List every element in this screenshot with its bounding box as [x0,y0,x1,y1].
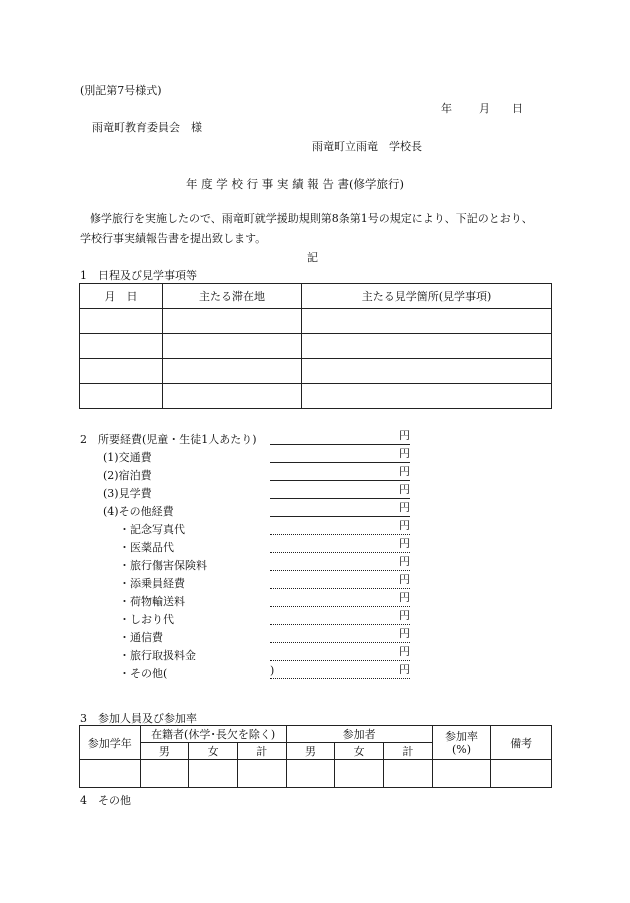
header-enrolled: 在籍者(休学･長欠を除く) [140,726,286,743]
insurance-cost-field[interactable] [270,557,410,571]
photo-cost-field[interactable] [270,521,410,535]
sub-item-medicine: ・医薬品代 [119,541,174,554]
header-notes: 備考 [491,726,552,760]
sub-item-baggage: ・荷物輸送料 [119,595,185,608]
date-month-label: 月 [479,102,490,115]
enrolled-male-cell[interactable] [140,760,189,788]
communication-cost-field[interactable] [270,629,410,643]
schedule-header-visit: 主たる見学箇所(見学事項) [302,284,552,309]
section2-heading: 2 所要経費(児童・生徒1人あたり) [80,433,257,446]
schedule-table [79,283,552,409]
grade-cell[interactable] [80,760,141,788]
participants-total-cell[interactable] [384,760,433,788]
yen-unit: 円 [399,645,410,658]
header-participants-total: 計 [384,743,433,760]
cost-item-visit: (3)見学費 [103,487,152,500]
table-row [80,334,552,359]
section4-heading: 4 その他 [80,794,131,807]
notes-cell[interactable] [491,760,552,788]
date-day-label: 日 [512,102,523,115]
yen-unit: 円 [399,627,410,640]
schedule-cell[interactable] [302,384,552,409]
sub-item-insurance: ・旅行傷害保険料 [119,559,207,572]
cost-item-transport: (1)交通費 [103,451,152,464]
participants-female-cell[interactable] [335,760,384,788]
schedule-cell[interactable] [163,359,302,384]
table-row [80,309,552,334]
yen-unit: 円 [399,483,410,496]
header-participants-male: 男 [286,743,335,760]
participants-male-cell[interactable] [286,760,335,788]
sub-item-photo: ・記念写真代 [119,523,185,536]
schedule-cell[interactable] [80,359,163,384]
medicine-cost-field[interactable] [270,539,410,553]
table-row [80,384,552,409]
visit-cost-field[interactable] [270,485,410,499]
section1-heading: 1 日程及び見学事項等 [80,269,197,282]
table-row [80,760,552,788]
yen-unit: 円 [399,573,410,586]
handling-fee-field[interactable] [270,647,410,661]
enrolled-female-cell[interactable] [189,760,238,788]
yen-unit: 円 [399,519,410,532]
enrolled-total-cell[interactable] [237,760,286,788]
sub-item-handling-fee: ・旅行取扱料金 [119,649,196,662]
sub-item-other: ・その他( [119,667,168,680]
schedule-cell[interactable] [80,309,163,334]
other-item-cost-field[interactable] [270,665,410,679]
intro-line-1: 修学旅行を実施したので、雨竜町就学援助規則第8条第1号の規定により、下記のとおり、 [90,212,533,225]
addressee: 雨竜町教育委員会 様 [92,121,202,134]
schedule-cell[interactable] [80,334,163,359]
total-cost-field[interactable] [270,431,410,445]
baggage-cost-field[interactable] [270,593,410,607]
yen-unit: 円 [399,591,410,604]
yen-unit: 円 [399,609,410,622]
yen-unit: 円 [399,555,410,568]
sender: 雨竜町立雨竜 学校長 [312,140,422,153]
header-rate [432,726,491,760]
sub-item-escort: ・添乗員経費 [119,577,185,590]
header-participants-female: 女 [335,743,384,760]
yen-unit: 円 [399,663,410,676]
schedule-cell[interactable] [163,384,302,409]
lodging-cost-field[interactable] [270,467,410,481]
cost-item-other: (4)その他経費 [103,505,174,518]
booklet-cost-field[interactable] [270,611,410,625]
header-enrolled-total: 計 [237,743,286,760]
schedule-cell[interactable] [163,309,302,334]
header-grade: 参加学年 [80,726,141,760]
yen-unit: 円 [399,537,410,550]
schedule-header-date: 月 日 [80,284,163,309]
yen-unit: 円 [399,429,410,442]
schedule-cell[interactable] [302,359,552,384]
schedule-cell[interactable] [302,309,552,334]
header-enrolled-female: 女 [189,743,238,760]
table-row [80,359,552,384]
sub-item-booklet: ・しおり代 [119,613,174,626]
escort-cost-field[interactable] [270,575,410,589]
rate-cell[interactable] [432,760,491,788]
section3-heading: 3 参加人員及び参加率 [80,712,197,725]
header-participants: 参加者 [286,726,432,743]
schedule-cell[interactable] [80,384,163,409]
header-rate-unit: (%) [452,742,472,756]
yen-unit: 円 [399,447,410,460]
other-cost-field[interactable] [270,503,410,517]
participation-table [79,725,552,788]
ki-marker: 記 [307,251,318,264]
intro-line-2: 学校行事実績報告書を提出致します。 [80,232,267,245]
header-enrolled-male: 男 [140,743,189,760]
cost-item-lodging: (2)宿泊費 [103,469,152,482]
schedule-cell[interactable] [163,334,302,359]
yen-unit: 円 [399,501,410,514]
transport-cost-field[interactable] [270,449,410,463]
paren-close: ) [270,664,275,677]
header-rate-label: 参加率 [445,729,479,743]
document-title: 年 度 学 校 行 事 実 績 報 告 書(修学旅行) [186,177,405,191]
schedule-cell[interactable] [302,334,552,359]
schedule-header-stay: 主たる滞在地 [163,284,302,309]
sub-item-communication: ・通信費 [119,631,163,644]
yen-unit: 円 [399,465,410,478]
form-id: (別記第7号様式) [80,84,162,97]
date-year-label: 年 [441,102,452,115]
